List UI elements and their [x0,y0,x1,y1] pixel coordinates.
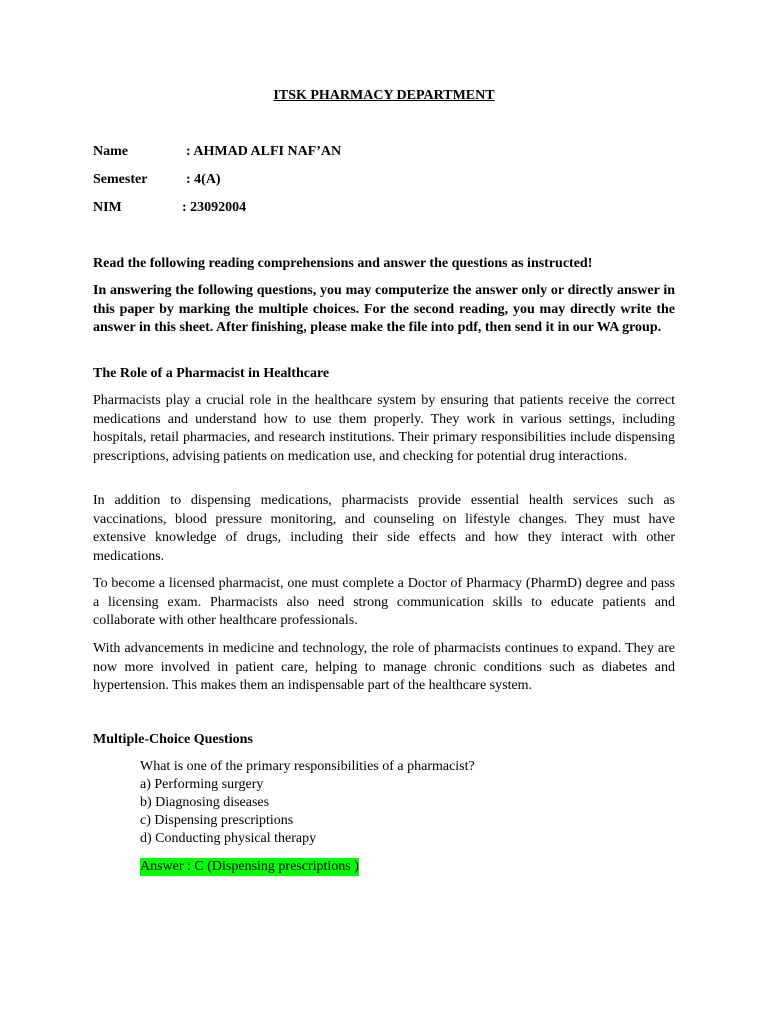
question-block [140,758,475,848]
option-c: c) Dispensing prescriptions [140,813,294,828]
reading-paragraph-2: In addition to dispensing medications, pharmacists provide essential health services such as vaccinations, blood pressure monitoring, and counseling on lifestyle changes. They must have extensive knowledge of drugs, including their side effects and how they interact with other medications. [93,493,675,564]
reading-paragraph-3: To become a licensed pharmacist, one must complete a Doctor of Pharmacy (PharmD) degree and pass a licensing exam. Pharmacists also need strong communication skills to educate patients and collaborate with other healthcare professionals. [93,576,675,628]
name-value: : AHMAD ALFI NAF’AN [186,144,342,159]
nim-value: : 23092004 [182,200,247,215]
option-b: b) Diagnosing diseases [140,795,270,810]
instruction-line-1: Read the following reading comprehensions and answer the questions as instructed! [93,256,593,271]
option-a: a) Performing surgery [140,777,264,792]
instruction-line-2: In answering the following questions, you may computerize the answer only or directly answer in this paper by marking the multiple choices. For the second reading, you may directly write the answer in this sheet. After finishing, please make the file into pdf, then send it in our WA group. [93,283,675,335]
reading-paragraph-4: With advancements in medicine and technology, the role of pharmacists continues to expand. They are now more involved in patient care, helping to manage chronic conditions such as diabetes and hypertension. This makes them an indispensable part of the healthcare system. [93,641,675,693]
document-title: ITSK PHARMACY DEPARTMENT [273,88,495,103]
question-text: What is one of the primary responsibilities of a pharmacist? [140,759,475,774]
reading-heading: The Role of a Pharmacist in Healthcare [93,366,330,381]
nim-row [93,200,247,216]
reading-paragraph-1: Pharmacists play a crucial role in the healthcare system by ensuring that patients receive the correct medications and understand how to use them properly. They work in various settings, including hospitals, retail pharmacies, and research institutions. Their primary responsibilities include dispensing prescriptions, advising patients on medication use, and checking for potential drug interactions. [93,393,675,464]
name-row [93,144,342,160]
semester-row [93,172,221,188]
option-d: d) Conducting physical therapy [140,831,317,846]
nim-label: NIM [93,200,122,215]
answer-highlight: Answer : C (Dispensing prescriptions ) [140,859,359,874]
semester-label: Semester [93,172,148,187]
mcq-heading: Multiple-Choice Questions [93,732,253,747]
name-label: Name [93,144,128,159]
semester-value: : 4(A) [186,172,221,187]
